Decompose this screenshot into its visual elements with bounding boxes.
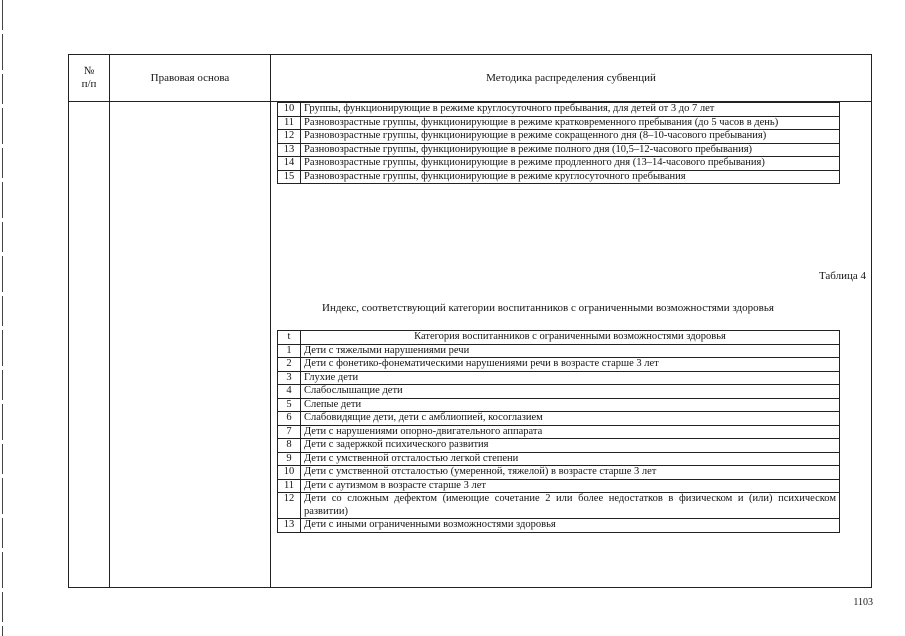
column-header-category: Категория воспитанников с ограниченными возможностями здоровья: [301, 331, 840, 345]
row-text: Дети с нарушениями опорно-двигательного аппарата: [301, 425, 840, 439]
row-text: Дети с умственной отсталостью (умеренной, тяжелой) в возрасте старше 3 лет: [301, 466, 840, 480]
table-header-row: [278, 331, 840, 345]
row-text: Дети с задержкой психического развития: [301, 439, 840, 453]
row-number: 12: [278, 130, 301, 144]
table-row: [278, 466, 840, 480]
table-label: Таблица 4: [818, 270, 866, 282]
row-text: Разновозрастные группы, функционирующие в режиме кратковременного пребывания (до 5 часов в день): [301, 116, 840, 130]
table-row: [278, 371, 840, 385]
column-divider: [109, 55, 110, 587]
row-number: 10: [278, 103, 301, 117]
row-text: Глухие дети: [301, 371, 840, 385]
row-number: 9: [278, 452, 301, 466]
row-number: 13: [278, 519, 301, 533]
category-index-table: [277, 330, 840, 533]
row-number: 7: [278, 425, 301, 439]
table-row: [278, 385, 840, 399]
table-row: [278, 519, 840, 533]
row-text: Слабослышащие дети: [301, 385, 840, 399]
table-row: [278, 452, 840, 466]
header-legal-basis: [110, 55, 270, 101]
row-text: Разновозрастные группы, функционирующие в режиме сокращенного дня (8–10-часового пребывания): [301, 130, 840, 144]
page-left-edge-line: [2, 0, 3, 636]
row-number: 1: [278, 344, 301, 358]
table-row: [278, 170, 840, 184]
table-row: [278, 344, 840, 358]
row-number: 12: [278, 493, 301, 519]
row-number: 5: [278, 398, 301, 412]
row-number: 4: [278, 385, 301, 399]
table-row: [278, 412, 840, 426]
row-number: 11: [278, 116, 301, 130]
table-row: [278, 358, 840, 372]
header-row-number: [69, 55, 109, 101]
row-text: Разновозрастные группы, функционирующие в режиме круглосуточного пребывания: [301, 170, 840, 184]
row-text: Слабовидящие дети, дети с амблиопией, косоглазием: [301, 412, 840, 426]
table-row: [278, 157, 840, 171]
row-number: 13: [278, 143, 301, 157]
header-method-label: Методика распределения субвенций: [486, 71, 656, 84]
row-number: 10: [278, 466, 301, 480]
groups-table: [277, 102, 840, 184]
table-row: [278, 398, 840, 412]
column-header-index: t: [278, 331, 301, 345]
row-text: Дети с аутизмом в возрасте старше 3 лет: [301, 479, 840, 493]
row-text: Дети со сложным дефектом (имеющие сочетание 2 или более недостатков в физическом и (или) психическом развитии): [301, 493, 840, 519]
row-text: Разновозрастные группы, функционирующие в режиме полного дня (10,5–12-часового пребывания): [301, 143, 840, 157]
row-number: 2: [278, 358, 301, 372]
row-text: Дети с иными ограниченными возможностями здоровья: [301, 519, 840, 533]
column-divider: [270, 55, 271, 587]
row-text: Разновозрастные группы, функционирующие в режиме продленного дня (13–14-часового пребывания): [301, 157, 840, 171]
row-number: 8: [278, 439, 301, 453]
header-method: [271, 55, 871, 101]
page-number: 1103: [853, 597, 873, 608]
row-number: 14: [278, 157, 301, 171]
table-row: [278, 143, 840, 157]
row-text: Дети с тяжелыми нарушениями речи: [301, 344, 840, 358]
table-row: [278, 103, 840, 117]
table-row: [278, 425, 840, 439]
header-row-number-label: № п/п: [81, 65, 97, 90]
row-text: Группы, функционирующие в режиме круглосуточного пребывания, для детей от 3 до 7 лет: [301, 103, 840, 117]
table-title: Индекс, соответствующий категории воспитанников с ограниченными возможностями здоровья: [322, 302, 774, 314]
row-text: Слепые дети: [301, 398, 840, 412]
row-number: 6: [278, 412, 301, 426]
table-row: [278, 493, 840, 519]
table-row: [278, 479, 840, 493]
table-row: [278, 130, 840, 144]
header-legal-basis-label: Правовая основа: [150, 71, 230, 84]
row-text: Дети с фонетико-фонематическими нарушениями речи в возрасте старше 3 лет: [301, 358, 840, 372]
row-number: 15: [278, 170, 301, 184]
row-text: Дети с умственной отсталостью легкой степени: [301, 452, 840, 466]
table-row: [278, 116, 840, 130]
table-row: [278, 439, 840, 453]
row-number: 11: [278, 479, 301, 493]
row-number: 3: [278, 371, 301, 385]
